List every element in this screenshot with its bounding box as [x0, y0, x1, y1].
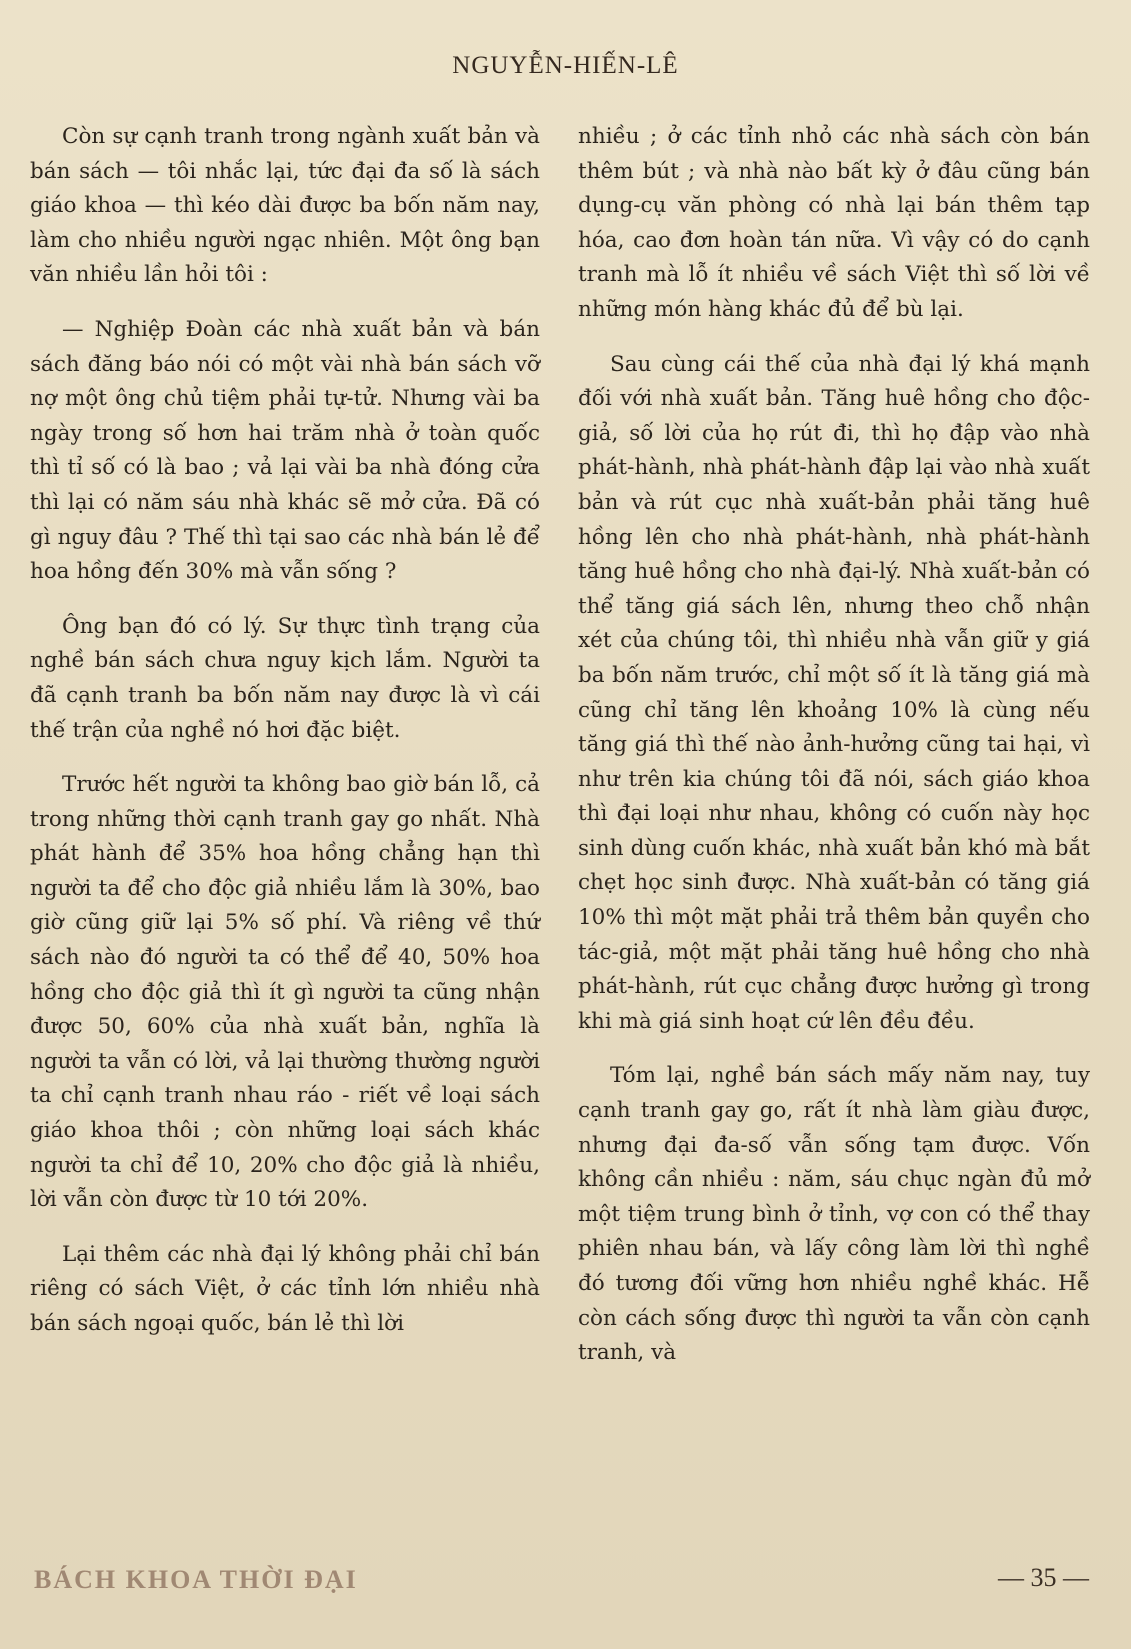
paragraph: Trước hết người ta không bao giờ bán lỗ, cả trong những thời cạnh tranh gay go nhất. Nhà phát hành để 35% hoa hồng chẳng hạn thì người ta để cho độc giả nhiều lắm là 30%, bao giờ cũng giữ lại 5% số phí. Và riêng về thứ sách nào đó người ta có thể để 40, 50% hoa hồng cho độc giả thì ít gì người ta cũng nhận được 50, 60% của nhà xuất bản, nghĩa là người ta vẫn có lời, vả lại thường thường người ta chỉ cạnh tranh nhau ráo - riết về loại sách giáo khoa thôi ; còn những loại sách khác người ta chỉ để 10, 20% cho độc giả là nhiều, lời vẫn còn được từ 10 tới 20%. — [30, 772, 540, 1213]
magazine-name: BÁCH KHOA THỜI ĐẠI — [34, 1565, 358, 1594]
page-title: NGUYỄN-HIẾN-LÊ — [452, 52, 679, 79]
paragraph: nhiều ; ở các tỉnh nhỏ các nhà sách còn bán thêm bút ; và nhà nào bất kỳ ở đâu cũng bán dụng-cụ văn phòng có nhà lại bán thêm tạp hóa, cao đơn hoàn tán nữa. Vì vậy có do cạnh tranh mà lỗ ít nhiều về sách Việt thì số lời về những món hàng khác đủ để bù lại. — [578, 124, 1090, 322]
paragraph: Sau cùng cái thế của nhà đại lý khá mạnh đối với nhà xuất bản. Tăng huê hồng cho độc-giả, số lời của họ rút đi, thì họ đập vào nhà phát-hành, nhà phát-hành đập lại vào nhà xuất bản và rút cục nhà xuất-bản phải tăng huê hồng lên cho nhà phát-hành, nhà phát-hành tăng huê hồng cho nhà đại-lý. Nhà xuất-bản có thể tăng giá sách lên, nhưng theo chỗ nhận xét của chúng tôi, thì nhiều nhà vẫn giữ y giá ba bốn năm trước, chỉ một số ít là tăng giá mà cũng chỉ tăng lên khoảng 10% là cùng nếu tăng giá thì thế nào ảnh-hưởng cũng tai hại, vì như trên kia chúng tôi đã nói, sách giáo khoa thì đại loại như nhau, không có cuốn này học sinh dùng cuốn khác, nhà xuất bản khó mà bắt chẹt học sinh được. Nhà xuất-bản có tăng giá 10% thì một mặt phải trả thêm bản quyền cho tác-giả, một mặt phải tăng huê hồng cho nhà phát-hành, rút cục chẳng được hưởng gì trong khi mà giá sinh hoạt cứ lên đều đều. — [578, 351, 1090, 1034]
right-column — [578, 120, 1090, 1391]
left-column — [30, 120, 540, 1362]
paragraph: Lại thêm các nhà đại lý không phải chỉ bán riêng có sách Việt, ở các tỉnh lớn nhiều nhà bán sách ngoại quốc, bán lẻ thì lời — [30, 1241, 540, 1336]
page-number: — 35 — — [998, 1563, 1089, 1592]
paragraph: — Nghiệp Đoàn các nhà xuất bản và bán sách đăng báo nói có một vài nhà bán sách vỡ nợ một ông chủ tiệm phải tự-tử. Nhưng vài ba ngày trong số hơn hai trăm nhà ở toàn quốc thì tỉ số có là bao ; vả lại vài ba nhà đóng cửa thì lại có năm sáu nhà khác sẽ mở cửa. Đã có gì nguy đâu ? Thế thì tại sao các nhà bán lẻ để hoa hồng đến 30% mà vẫn sống ? — [30, 316, 540, 585]
paragraph: Tóm lại, nghề bán sách mấy năm nay, tuy cạnh tranh gay go, rất ít nhà làm giàu được, nhưng đại đa-số vẫn sống tạm được. Vốn không cần nhiều : năm, sáu chục ngàn đủ mở một tiệm trung bình ở tỉnh, vợ con có thể thay phiên nhau bán, và lấy công làm lời thì nghề đó tương đối vững hơn nhiều nghề khác. Hễ còn cách sống được thì người ta vẫn còn cạnh tranh, và — [578, 1063, 1090, 1366]
paragraph: Còn sự cạnh tranh trong ngành xuất bản và bán sách — tôi nhắc lại, tức đại đa số là sách giáo khoa — thì kéo dài được ba bốn năm nay, làm cho nhiều người ngạc nhiên. Một ông bạn văn nhiều lần hỏi tôi : — [30, 124, 540, 288]
paragraph: Ông bạn đó có lý. Sự thực tình trạng của nghề bán sách chưa nguy kịch lắm. Người ta đã cạnh tranh ba bốn năm nay được là vì cái thế trận của nghề nó hơi đặc biệt. — [30, 613, 540, 743]
